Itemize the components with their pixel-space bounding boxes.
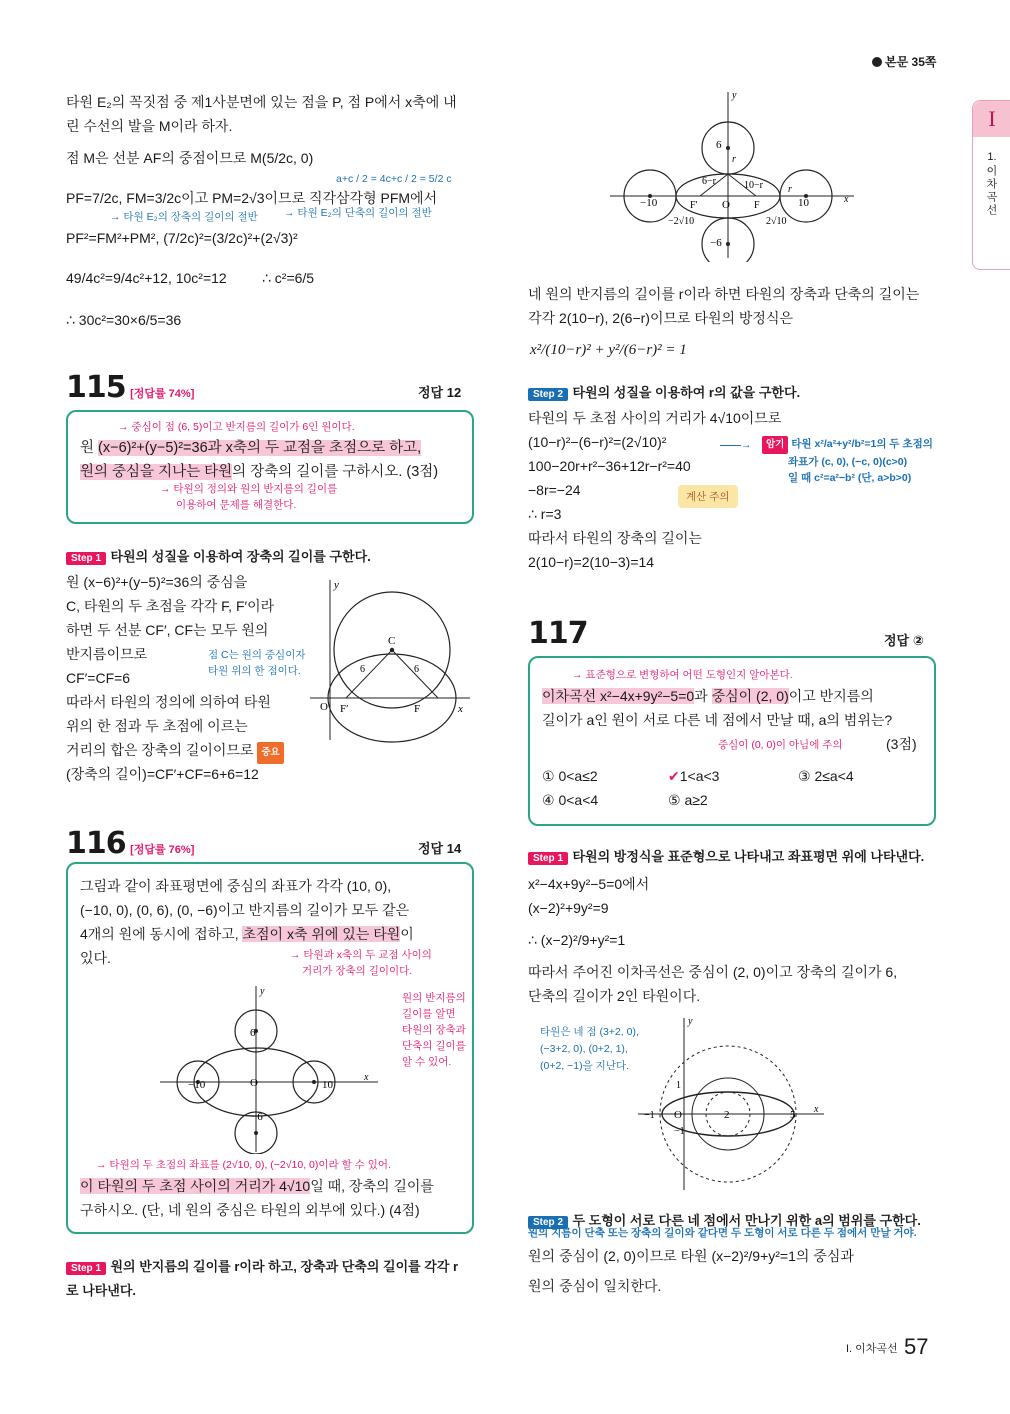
minus-2r10-label: −2√10 bbox=[668, 216, 695, 227]
q116-s2-1: 타원의 두 초점 사이의 거리가 4√10이므로 bbox=[528, 410, 782, 426]
origin-label: O bbox=[674, 1109, 682, 1121]
q116-note-1: → 타원과 x축의 두 교점 사이의 bbox=[290, 949, 432, 961]
r-label-2: r bbox=[788, 184, 792, 195]
q115-number: 115 [정답률 74%] bbox=[66, 370, 195, 405]
x-label: x bbox=[364, 1072, 369, 1083]
q117-side-note: 타원은 네 점 (3+2, 0), (−3+2, 0), (0+2, 1), (0+2, −1)을 지난다. bbox=[540, 1026, 639, 1072]
fp-label: F′ bbox=[690, 200, 698, 211]
q116-note-2: 거리가 장축의 길이이다. bbox=[302, 965, 413, 977]
q116-figure bbox=[156, 984, 386, 1154]
q117-s2-2: 원의 중심이 일치한다. bbox=[528, 1278, 662, 1294]
q116-step2: Step 2 타원의 성질을 이용하여 r의 값을 구한다. bbox=[528, 382, 800, 402]
chapter-roman: I bbox=[973, 101, 1010, 137]
q116-s2-3: 100−20r+r²−36+12r−r²=40 bbox=[528, 458, 691, 474]
six-label: 6 bbox=[716, 139, 722, 151]
f-label: F bbox=[414, 703, 421, 715]
y-label: y bbox=[260, 986, 265, 997]
q115-sol-2: C, 타원의 두 초점을 각각 F, F′이라 bbox=[66, 598, 275, 614]
minus-six-label: −6 bbox=[710, 237, 722, 249]
q116-right-figure bbox=[604, 88, 864, 262]
q116-right-eq: x²/(10−r)² + y²/(6−r)² = 1 bbox=[530, 342, 687, 358]
origin-label: O bbox=[320, 701, 328, 713]
six-label-2: 6 bbox=[414, 664, 419, 675]
chapter-side-tab[interactable] bbox=[972, 100, 1010, 270]
center-point bbox=[390, 648, 394, 652]
memo-box: 암기 타원 x²/a²+y²/b²=1의 두 초점의 좌표가 (c, 0), (−c, 0)(c>0) 일 때 c²=a²−b² (단, a>b>0) bbox=[762, 436, 933, 486]
one-label: 1 bbox=[676, 1080, 681, 1091]
q117-figure bbox=[634, 1014, 834, 1194]
x-label: x bbox=[814, 1104, 819, 1115]
q115-note-top: → 중심이 점 (6, 5)이고 반지름의 길이가 6인 원이다. bbox=[118, 421, 355, 433]
minus-ten-label: −10 bbox=[188, 1079, 206, 1091]
q117-prob-1: 이차곡선 x²−4x+9y²−5=0과 중심이 (2, 0)이고 반지름의 bbox=[542, 688, 874, 704]
choice-5[interactable]: ⑤ a≥2 bbox=[668, 792, 708, 808]
calc-warning: 계산 주의 bbox=[678, 485, 738, 508]
q116-right-line-1: 네 원의 반지름의 길이를 r이라 하면 타원의 장축과 단축의 길이는 bbox=[528, 286, 920, 302]
q115-problem-line-2: 원의 중심을 지나는 타원의 장축의 길이를 구하시오. (3점) bbox=[80, 464, 439, 480]
q117-step2-note: 원의 지름이 단축 또는 장축의 길이와 같다면 두 도형이 서로 다른 두 점에서 만날 거야. bbox=[528, 1227, 917, 1239]
plus-2r10-label: 2√10 bbox=[766, 216, 787, 227]
minus-six-label: −6 bbox=[251, 1111, 263, 1123]
q116-number: 116 [정답률 76%] bbox=[66, 826, 195, 861]
q115-sol-6: 따라서 타원의 정의에 의하여 타원 bbox=[66, 694, 271, 710]
q115-step1: Step 1 타원의 성질을 이용하여 장축의 길이를 구한다. bbox=[66, 546, 371, 566]
center-bottom bbox=[254, 1131, 258, 1135]
check-icon: ✔ bbox=[668, 768, 680, 784]
q115-sol-4: 반지름이므로 bbox=[66, 646, 148, 662]
y-label: y bbox=[688, 1016, 693, 1027]
intro-line-3: 점 M은 선분 AF의 중점이므로 M(5/2c, 0) bbox=[66, 150, 314, 166]
five-label: 5 bbox=[790, 1109, 796, 1121]
q116-prob-last-2: 구하시오. (단, 네 원의 중심은 타원의 외부에 있다.) (4점) bbox=[80, 1202, 420, 1218]
chapter-label: 이차곡선 bbox=[985, 165, 997, 217]
minus-one-y-label: −1 bbox=[674, 1126, 685, 1137]
six-label-1: 6 bbox=[360, 664, 365, 675]
q117-step2: Step 2 두 도형이 서로 다른 네 점에서 만나기 위한 a의 범위를 구한다. bbox=[528, 1210, 921, 1230]
q117-step1: Step 1 타원의 방정식을 표준형으로 나타내고 좌표평면 위에 나타낸다. bbox=[528, 846, 924, 866]
q116-prob-1: 그림과 같이 좌표평면에 중심의 좌표가 각각 (10, 0), bbox=[80, 878, 392, 894]
minus-one-x-label: −1 bbox=[644, 1110, 655, 1121]
q116-s2-6: 따라서 타원의 장축의 길이는 bbox=[528, 530, 702, 546]
q117-s1-4: 따라서 주어진 이차곡선은 중심이 (2, 0)이고 장축의 길이가 6, bbox=[528, 964, 898, 980]
q115-sol-5: CF′=CF=6 bbox=[66, 670, 131, 686]
q117-s1-3: ∴ (x−2)²/9+y²=1 bbox=[528, 932, 626, 948]
q115-problem-line-1: 원 (x−6)²+(y−5)²=36과 x축의 두 교점을 초점으로 하고, bbox=[80, 440, 422, 456]
q115-answer: 정답 12 bbox=[418, 385, 462, 400]
q117-prob-2: 길이가 a인 원이 서로 다른 네 점에서 만날 때, a의 범위는? bbox=[542, 712, 893, 728]
q116-side-note: 원의 반지름의 길이를 알면 타원의 장축과 단축의 길이를 알 수 있어. bbox=[402, 992, 466, 1068]
q117-number: 117 bbox=[528, 616, 588, 651]
q116-s2-4: −8r=−24 bbox=[528, 482, 581, 498]
intro-note-b: → 타원 E₂의 단축의 길이의 절반 bbox=[284, 207, 432, 219]
fp-label: F′ bbox=[340, 703, 349, 715]
q117-points: (3점) bbox=[886, 736, 917, 752]
q116-answer: 정답 14 bbox=[418, 841, 462, 856]
q116-prob-2: (−10, 0), (0, 6), (0, −6)이고 반지름의 길이가 모두 같은 bbox=[80, 902, 410, 918]
intro-line-1: 타원 E₂의 꼭짓점 중 제1사분면에 있는 점을 P, 점 P에서 x축에 내 bbox=[66, 94, 457, 110]
q116-note-3: → 타원의 두 초점의 좌표를 (2√10, 0), (−2√10, 0)이라 할 수 있어. bbox=[96, 1159, 391, 1171]
choice-3[interactable]: ③ 2≤a<4 bbox=[798, 768, 854, 784]
q115-side-note-1: 점 C는 원의 중심이자 bbox=[208, 649, 306, 661]
q117-answer: 정답 ② bbox=[884, 633, 924, 648]
intro-line-4: PF=7/2c, FM=3/2c이고 PM=2√3이므로 직각삼각형 PFM에서 bbox=[66, 190, 438, 206]
six-minus-r-label: 6−r bbox=[702, 176, 716, 187]
q115-side-note-2: 타원 위의 한 점이다. bbox=[208, 665, 301, 677]
f-label: F bbox=[754, 200, 760, 211]
two-label: 2 bbox=[724, 1109, 730, 1121]
q116-s2-5: ∴ r=3 bbox=[528, 506, 562, 522]
q116-right-line-2: 각각 2(10−r), 2(6−r)이므로 타원의 방정식은 bbox=[528, 310, 793, 326]
six-label: 6 bbox=[250, 1027, 256, 1039]
q115-sol-9: (장축의 길이)=CF′+CF=6+6=12 bbox=[66, 766, 259, 782]
q115-sol-1: 원 (x−6)²+(y−5)²=36의 중심을 bbox=[66, 574, 248, 590]
q117-s1-2: (x−2)²+9y²=9 bbox=[528, 900, 609, 916]
y-label: y bbox=[334, 579, 339, 591]
intro-line-7: ∴ 30c²=30×6/5=36 bbox=[66, 312, 182, 328]
q116-prob-3: 4개의 원에 동시에 접하고, 초점이 x축 위에 있는 타원이 bbox=[80, 926, 414, 942]
page-reference: 본문 35쪽 bbox=[872, 52, 936, 72]
intro-line-2: 린 수선의 발을 M이라 하자. bbox=[66, 118, 233, 134]
choice-1[interactable]: ① 0<a≤2 bbox=[542, 768, 598, 784]
intro-note-a: → 타원 E₂의 장축의 길이의 절반 bbox=[110, 211, 258, 223]
q117-note-bot: 중심이 (0, 0)이 아님에 주의 bbox=[718, 739, 843, 751]
circle-arrow-icon bbox=[872, 57, 882, 67]
ten-label: 10 bbox=[798, 197, 809, 209]
intro-line-5: PF²=FM²+PM², (7/2c)²=(3/2c)²+(2√3)² bbox=[66, 230, 298, 246]
choice-2[interactable]: ✔1<a<3 bbox=[668, 768, 720, 784]
q116-prob-4: 있다. bbox=[80, 950, 111, 966]
intro-line-6: 49/4c²=9/4c²+12, 10c²=12 bbox=[66, 270, 227, 286]
q117-s1-1: x²−4x+9y²−5=0에서 bbox=[528, 876, 650, 892]
q115-sol-3: 하면 두 선분 CF′, CF는 모두 원의 bbox=[66, 622, 269, 638]
q116-step1-cont: 로 나타낸다. bbox=[66, 1283, 137, 1298]
q117-note-top: → 표준형으로 변형하여 어떤 도형인지 알아본다. bbox=[572, 669, 793, 681]
q117-s1-5: 단축의 길이가 2인 타원이다. bbox=[528, 988, 701, 1004]
page-number: 57 bbox=[904, 1334, 929, 1359]
chapter-num: 1. bbox=[987, 151, 997, 163]
minus-ten-label: −10 bbox=[640, 197, 658, 209]
q117-s2-1: 원의 중심이 (2, 0)이므로 타원 (x−2)²/9+y²=1의 중심과 bbox=[528, 1248, 854, 1264]
intro-line-6b: ∴ c²=6/5 bbox=[262, 270, 315, 286]
center-bottom bbox=[726, 242, 730, 246]
q116-step1: Step 1 원의 반지름의 길이를 r이라 하고, 장축과 단축의 길이를 각각 r bbox=[66, 1256, 458, 1276]
q115-note-bot-1: → 타원의 정의와 원의 반지름의 길이를 bbox=[160, 483, 338, 495]
q115-sol-7: 위의 한 점과 두 초점에 이르는 bbox=[66, 718, 248, 734]
origin-label: O bbox=[722, 199, 730, 211]
ten-minus-r-label: 10−r bbox=[744, 180, 763, 191]
footer-chapter: I. 이차곡선 bbox=[846, 1343, 898, 1355]
q115-sol-8: 거리의 합은 장축의 길이이므로 중요 bbox=[66, 740, 284, 764]
x-label: x bbox=[844, 194, 849, 205]
origin-label: O bbox=[250, 1077, 258, 1089]
intro-note-mid: a+c / 2 = 4c+c / 2 = 5/2 c bbox=[336, 173, 452, 185]
ten-label: 10 bbox=[322, 1079, 333, 1091]
choice-4[interactable]: ④ 0<a<4 bbox=[542, 792, 599, 808]
center-right bbox=[312, 1080, 316, 1084]
x-label: x bbox=[458, 703, 463, 715]
q115-note-bot-2: 이용하여 문제를 해결한다. bbox=[176, 499, 297, 511]
c-label: C bbox=[388, 635, 396, 647]
y-label: y bbox=[732, 90, 737, 101]
q115-figure bbox=[300, 570, 480, 750]
q116-prob-last: 이 타원의 두 초점 사이의 거리가 4√10일 때, 장축의 길이를 bbox=[80, 1178, 434, 1194]
r-label-1: r bbox=[732, 154, 736, 165]
q116-s2-7: 2(10−r)=2(10−3)=14 bbox=[528, 554, 655, 570]
q116-s2-2: (10−r)²−(6−r)²=(2√10)² bbox=[528, 434, 667, 450]
memo-arrow: ——→ bbox=[720, 439, 752, 451]
